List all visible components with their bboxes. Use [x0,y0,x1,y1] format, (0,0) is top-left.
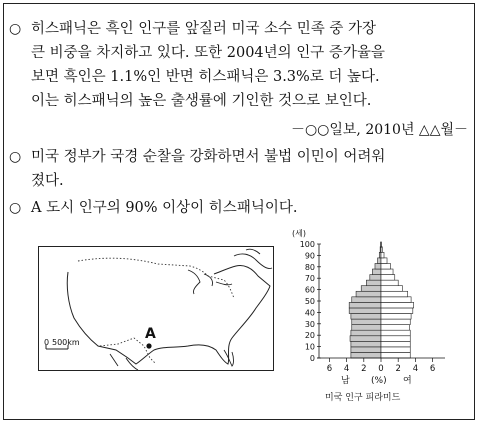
female-bar [381,302,414,308]
male-bar [366,280,381,286]
female-bar [381,347,410,353]
item-2-line-2: 졌다. [31,173,64,189]
female-bar [381,352,410,358]
female-bar [381,314,411,320]
male-bar [370,275,381,281]
male-bar [351,352,381,358]
item-1-line-2: 큰 비중을 차지하고 있다. 또한 2004년의 인구 증가율을 [31,45,385,61]
female-bar [381,308,413,314]
female-bar [381,252,384,258]
item-1-line-3: 보면 흑인은 1.1%인 반면 히스패닉은 3.3%로 더 높다. [31,69,380,85]
north-america-map [38,246,274,371]
male-bar [356,291,381,297]
female-bar [381,330,410,336]
pyramid-bars [349,242,414,358]
male-bar [352,297,381,303]
male-bar [378,258,381,264]
y-ticks [300,240,321,363]
bullet-3: ○ [9,200,22,216]
female-bar [381,319,410,325]
bullet-1: ○ [9,21,22,37]
scale-label: 500km [52,338,80,347]
item-1-line-4: 이는 히스패닉의 높은 출생률에 기인한 것으로 보인다. [31,93,372,109]
x-tick-label: 2 [395,364,401,374]
x-tick-label: 4 [343,364,350,374]
female-bar [381,341,410,347]
x-tick-label: 6 [326,364,333,374]
male-bar [352,325,381,331]
female-bar [381,258,387,264]
female-bar [381,325,409,331]
news-source: －○○일보, 2010년 △△월－ [290,122,468,138]
city-a-label: A [145,326,156,342]
percent-label: (%) [371,376,387,386]
item-1-line-1: 히스패닉은 흑인 인구를 앞질러 미국 소수 민족 중 가장 [31,21,377,37]
male-bar [372,269,381,275]
male-bar [352,319,381,325]
male-label: 남 [341,376,350,386]
y-tick-label: 60 [304,285,315,295]
female-bar [381,297,411,303]
y-tick-label: 70 [304,274,315,284]
item-3-line-1: A 도시 인구의 90% 이상이 히스패닉이다. [31,200,298,216]
female-bar [381,269,393,275]
item-2-line-1: 미국 정부가 국경 순찰을 강화하면서 불법 이민이 어려워 [31,149,386,165]
x-tick-label: 0 [378,364,384,374]
y-unit-label: (세) [292,229,306,238]
y-tick-label: 0 [309,354,315,363]
male-bar [351,330,381,336]
y-tick-label: 30 [304,319,315,329]
x-tick-label: 4 [412,364,419,374]
x-tick-label: 2 [361,364,367,374]
male-bar [351,341,381,347]
y-tick-label: 90 [304,251,315,261]
female-bar [381,336,410,342]
female-bar [381,280,398,286]
population-pyramid [290,228,470,418]
male-bar [350,336,381,342]
female-bar [381,291,408,297]
female-bar [381,286,403,292]
y-tick-label: 50 [304,297,315,306]
bullet-2: ○ [9,149,22,165]
y-tick-label: 20 [304,331,315,341]
female-bar [381,263,390,269]
male-bar [351,347,381,353]
female-bar [381,275,395,281]
y-tick-label: 100 [299,240,315,249]
female-label: 여 [403,376,412,386]
male-bar [361,286,381,292]
pyramid-caption: 미국 인구 피라미드 [325,393,401,403]
male-bar [351,314,381,320]
scale-zero: 0 [44,338,50,347]
y-tick-label: 80 [304,262,315,272]
x-ticks [327,358,436,374]
x-tick-label: 6 [429,364,436,374]
male-bar [375,263,381,269]
city-a-marker [146,343,151,348]
male-bar [349,302,381,308]
y-tick-label: 40 [304,308,315,318]
y-tick-label: 10 [304,342,315,352]
male-bar [349,308,381,314]
